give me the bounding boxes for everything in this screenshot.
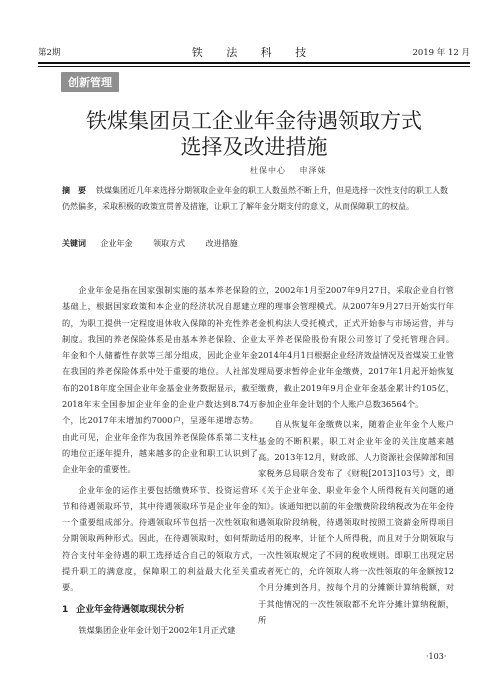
paragraph: 铁煤集团企业年金计划于2002年1月正式建 (78, 624, 236, 635)
keywords-label: 关键词 (62, 239, 86, 248)
issue-date: 2019 年 12 月 (412, 48, 470, 58)
issue-number: 第2期 (38, 48, 61, 58)
body-column-left (62, 282, 258, 638)
keyword-2: 领取方式 (153, 239, 186, 248)
authors (250, 165, 337, 176)
keyword-3: 改进措施 (205, 239, 238, 248)
body-column-right (258, 282, 454, 628)
section-badge: 创新管理 (61, 72, 119, 92)
paragraph: 企业年金是指在国家强制实施的基本养老保险的基础上，根据国家政策和本企业的经济状况自愿建立的，为职工提供一定程度退休收入保障的补充性养老制度。我国的养老保险体系是由基本养老保险、企业年金和个人储蓄性存款等三部分组成，因此企业年金在我国的养老保险体系中处于重要的地位。人社部发布的2018年度全国企业年金基金业务数据显示，截至2018年末全国参加企业年金的企业户数达到8.74万个，比2017年末增加约7000户，呈逐年递增态势。由此可见，企业年金作为我国养老保险体系第二支柱的地位正逐年提升，越来越多的企业和职工认识到了企业年金的重要性。 (62, 285, 258, 475)
abstract (62, 183, 454, 215)
author-2: 申泽妹 (299, 166, 327, 175)
section-heading-text: 企业年金待遇领取现状分析 (76, 604, 185, 615)
paragraph: 自从恢复年金缴费以来，随着企业年金个人账户基金的不断积累，职工对企业年金的关注度越来越高。2013年12月，财政部、人力资源社会保障部和国家税务总局联合发布了《财税[2013]103号》文，即《关于企业年金、职业年金个人所得税有关问题的通知》。该通知把以前的年金缴费阶段纳税改为在年金待遇领取阶段纳税，待遇领取时按照工资薪金所得项目适用的税率，计征个人所得税，而且对于分期领取与一次性领取规定了不同的税收规则。即职工出现定居或者死亡的，允许领取人将一次性领取的年金额按12个月分摊到各月，按每个月的分摊额计算纳税额，对于其他情况的一次性领取都不允许分摊计算纳税额，所 (258, 419, 454, 625)
abstract-label: 摘 要 (62, 186, 86, 195)
title-line-1: 铁煤集团员工企业年金待遇领取方式 (86, 109, 422, 133)
title-line-2: 选择及改进措施 (180, 135, 328, 159)
running-header (38, 46, 470, 60)
journal-name: 铁 法 科 技 (191, 46, 317, 59)
keywords (62, 238, 256, 249)
author-1: 杜保中心 (250, 166, 286, 175)
keyword-1: 企业年金 (100, 239, 133, 248)
abstract-text: 铁煤集团近几年来选择分期领取企业年金的职工人数虽然不断上升，但是选择一次性支付的职工人数仍然偏多，采取积极的政策宣贯普及措施，让职工了解年金分期支付的意义，从而保障职工的权益。 (62, 186, 448, 211)
page-number: ·103· (426, 652, 447, 661)
paragraph: 立，2002年1月至2007年9月27日，采取企业自行管理的理事会管理模式。从2007年9月27日开始实行年金机构法人受托模式，正式开始参与市场运营，并与太平养老保险股份有限公司签订了受托管理合同。2014年4月1日根据企业经济效益情况及省煤炭工业管理局要求暂停企业年金缴费，2017年1月起开始恢复缴费，截止2019年9月企业年金基金累计约105亿，参加企业年金计划的个人账户总数36564个。 (258, 285, 454, 410)
article-title (38, 108, 470, 160)
header-rule-thick (38, 62, 470, 64)
header-rule-thin (38, 66, 470, 67)
section-heading (62, 602, 258, 618)
section-number: 1 (62, 604, 69, 615)
paragraph: 企业年金的运作主要包括缴费环节、投资运营环节和待遇领取环节，其中待遇领取环节是企业年金的一个重要组成部分。待遇领取环节包括一次性领取和分期领取两种形式。因此，在待遇领取时，如何帮助符合支付年金待遇的职工选择适合自己的领取方式，提升职工的满意度，保障职工的利益最大化至关重要。 (62, 484, 258, 593)
